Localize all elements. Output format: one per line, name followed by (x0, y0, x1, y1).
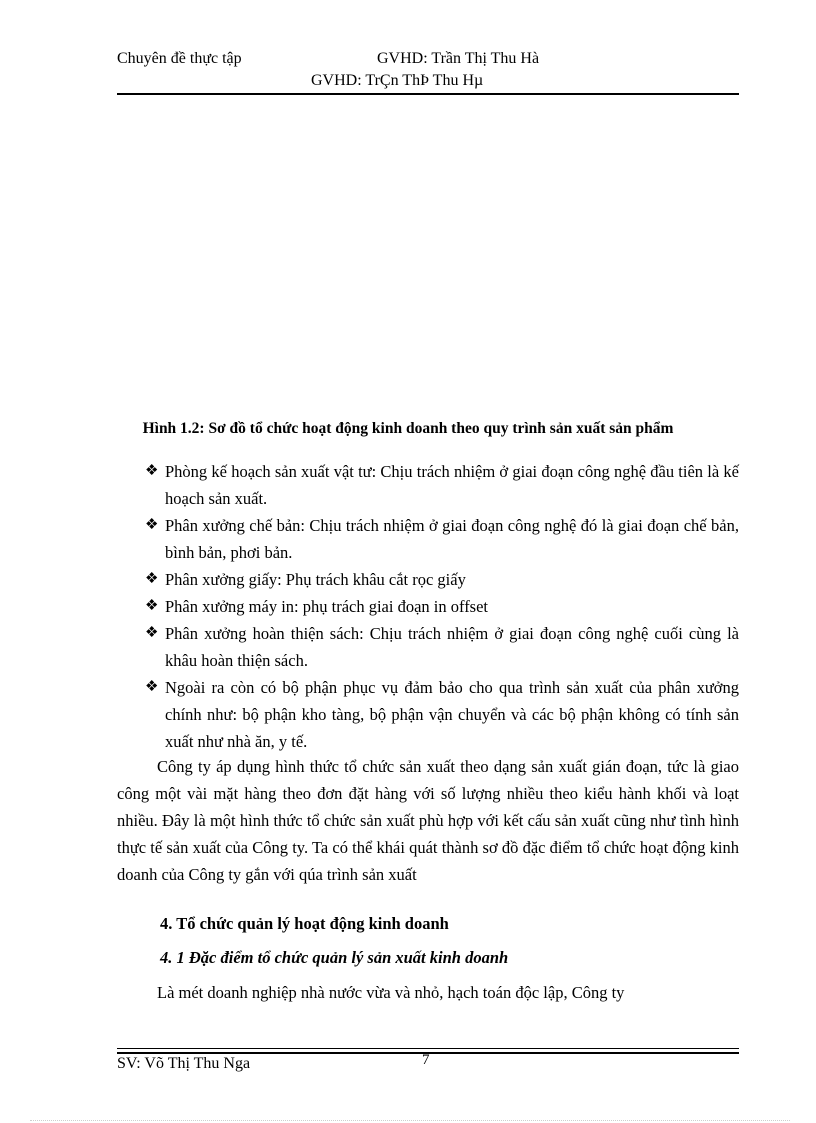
list-item-text: Phòng kế hoạch sản xuất vật tư: Chịu trách nhiệm ở giai đoạn công nghệ đầu tiên là kế hoạch sản xuất. (165, 462, 739, 508)
footer-rule-thin (117, 1048, 739, 1049)
diamond-bullet-icon: ❖ (145, 625, 159, 641)
list-item (145, 458, 739, 512)
diamond-bullet-icon: ❖ (145, 598, 159, 614)
header-title: Chuyên đề thực tập (117, 50, 242, 67)
header-advisor: GVHD: Trần Thị Thu Hà (377, 50, 540, 67)
list-item (145, 566, 739, 593)
list-item-text: Phân xưởng máy in: phụ trách giai đoạn in offset (165, 597, 489, 616)
figure-caption: Hình 1.2: Sơ đồ tổ chức hoạt động kinh doanh theo quy trình sản xuất sản phẩm (142, 420, 674, 437)
list-item (145, 593, 739, 620)
header-rule (117, 93, 739, 95)
section-text: Là mét doanh nghiệp nhà nước vừa và nhỏ, hạch toán độc lập, Công ty (157, 983, 625, 1002)
bullet-list (145, 458, 739, 755)
header-advisor-encoded: GVHD: TrÇn ThÞ Thu Hµ (311, 72, 484, 89)
page-edge-divider (30, 1120, 790, 1121)
diamond-bullet-icon: ❖ (145, 679, 159, 695)
diamond-bullet-icon: ❖ (145, 517, 159, 533)
list-item (145, 674, 739, 755)
diamond-bullet-icon: ❖ (145, 571, 159, 587)
list-item-text: Phân xưởng chế bản: Chịu trách nhiệm ở giai đoạn công nghệ đó là giai đoạn chế bản, bình bản, phơi bản. (165, 516, 739, 562)
list-item (145, 512, 739, 566)
section-heading: 4. Tổ chức quản lý hoạt động kinh doanh (160, 914, 449, 933)
list-item-text: Ngoài ra còn có bộ phận phục vụ đảm bảo cho qua trình sản xuất của phân xưởng chính như: bộ phận kho tàng, bộ phận vận chuyển và các bộ phận không có tính sản xuất như nhà ăn, y tế. (165, 678, 739, 751)
body-paragraph: Công ty áp dụng hình thức tổ chức sản xuất theo dạng sản xuất gián đoạn, tức là giao công một vài mặt hàng theo đơn đặt hàng với số lượng nhiều theo kiểu hành khối và loạt nhiều. Đây là một hình thức tổ chức sản xuất phù hợp với kết cấu sản xuất cũng như tình hình thực tế sản xuất của Công ty. Ta có thể khái quát thành sơ đồ đặc điểm tổ chức hoạt động kinh doanh của Công ty gắn với qúa trình sản xuất (117, 757, 739, 884)
list-item-text: Phân xưởng giấy: Phụ trách khâu cắt rọc giấy (165, 570, 466, 589)
diamond-bullet-icon: ❖ (145, 463, 159, 479)
subsection-heading: 4. 1 Đặc điểm tổ chức quản lý sản xuất kinh doanh (160, 948, 509, 967)
page-header (117, 50, 739, 72)
page-number: 7 (422, 1052, 430, 1068)
footer-student: SV: Võ Thị Thu Nga (117, 1055, 251, 1072)
list-item-text: Phân xưởng hoàn thiện sách: Chịu trách nhiệm ở giai đoạn công nghệ cuối cùng là khâu hoàn thiện sách. (165, 624, 739, 670)
list-item (145, 620, 739, 674)
